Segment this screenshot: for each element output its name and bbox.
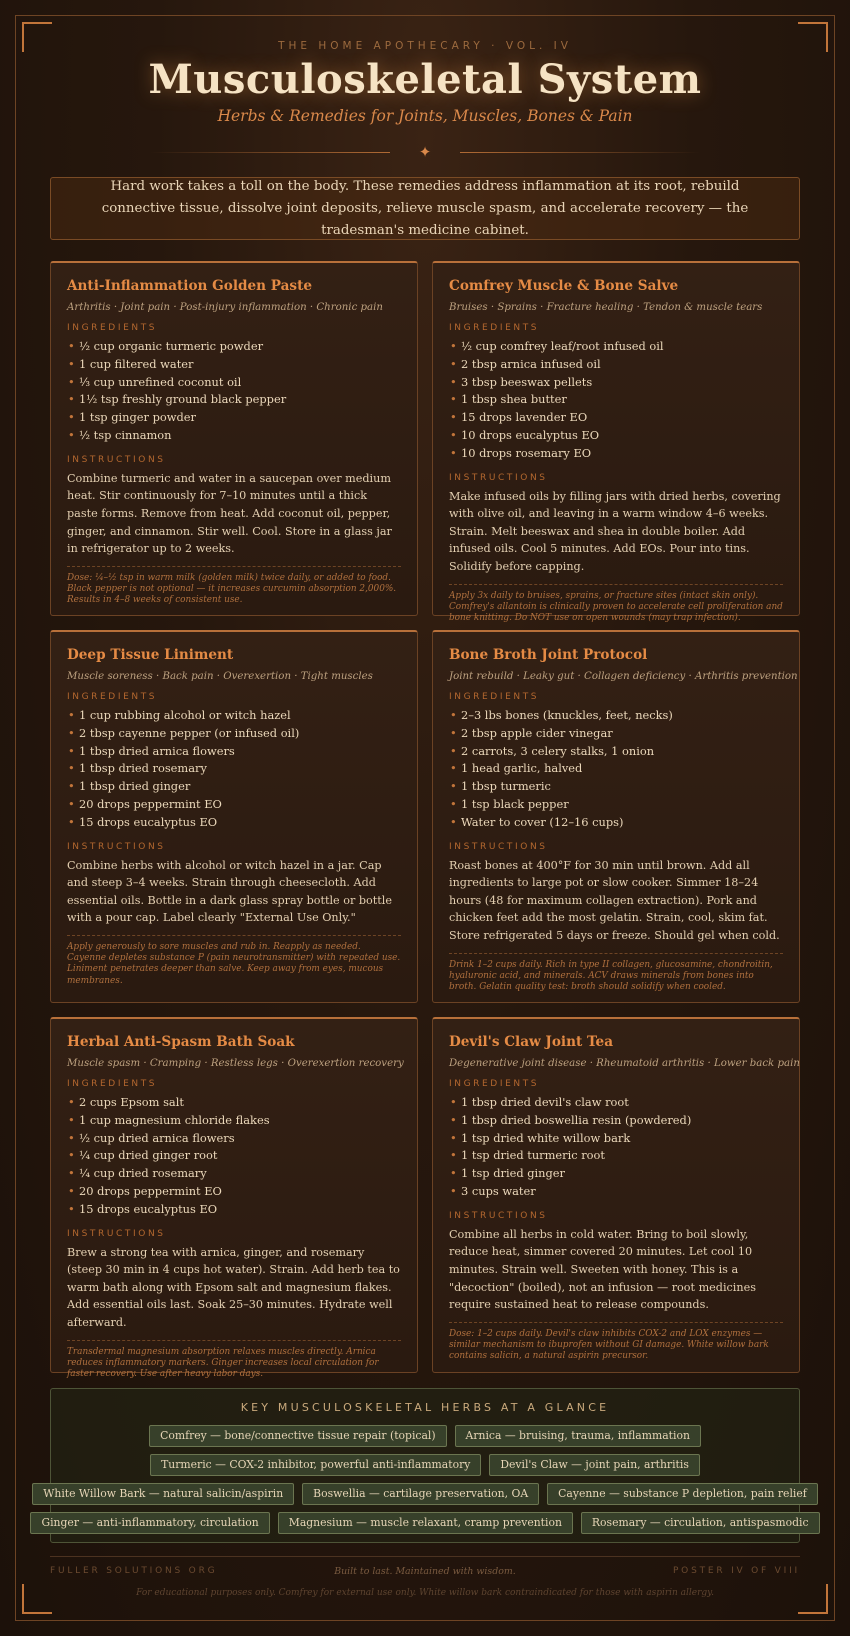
ingredient-item: • 1 tsp dried turmeric root xyxy=(449,1147,783,1165)
instructions-heading: INSTRUCTIONS xyxy=(449,1210,548,1221)
intro-panel xyxy=(50,177,800,240)
herb-chip: Magnesium — muscle relaxant, cramp prevention xyxy=(278,1512,573,1534)
remedy-card xyxy=(432,261,800,623)
ingredient-item: • 1 tsp dried white willow bark xyxy=(449,1130,783,1148)
herbs-panel-title: KEY MUSCULOSKELETAL HERBS AT A GLANCE xyxy=(240,1401,610,1414)
footer-motto: Built to last. Maintained with wisdom. xyxy=(334,1566,516,1577)
remedy-tags: Muscle soreness · Back pain · Overexertion · Tight muscles xyxy=(67,671,373,682)
ingredient-list xyxy=(449,707,783,832)
herb-chip: Ginger — anti-inflammatory, circulation xyxy=(30,1512,269,1534)
remedy-title: Comfrey Muscle & Bone Salve xyxy=(449,278,679,294)
herb-chip: Turmeric — COX-2 inhibitor, powerful anti-inflammatory xyxy=(150,1454,481,1476)
remedy-tags: Arthritis · Joint pain · Post-injury inflammation · Chronic pain xyxy=(67,302,383,313)
ingredient-item: • 15 drops eucalyptus EO xyxy=(67,814,401,832)
remedy-card xyxy=(432,1017,800,1373)
star-ornament-icon: ✦ xyxy=(418,143,432,161)
instructions-heading: INSTRUCTIONS xyxy=(67,841,166,852)
herb-chip-row xyxy=(43,1483,807,1505)
remedy-tags: Joint rebuild · Leaky gut · Collagen deficiency · Arthritis prevention xyxy=(449,671,798,682)
remedy-instructions: Combine all herbs in cold water. Bring to boil slowly, reduce heat, simmer covered 20 minutes. Let cool 10 minutes. Strain well. Sweeten with honey. This is a "decoction" (boiled), not an infusion — root medicines require sustained heat to release compounds. xyxy=(449,1227,756,1312)
remedy-instructions: Combine turmeric and water in a saucepan over medium heat. Stir continuously for 7–10 minutes until a thick paste forms. Remove from heat. Add coconut oil, pepper, ginger, and cinnamon. Stir well. Cool. Store in a glass jar in refrigerator up to 2 weeks. xyxy=(67,471,392,556)
herb-chip: Devil's Claw — joint pain, arthritis xyxy=(489,1454,700,1476)
ingredient-list xyxy=(449,338,783,463)
ingredient-item: • 15 drops eucalyptus EO xyxy=(67,1201,401,1219)
herb-chip-row xyxy=(41,1512,809,1534)
ingredients-heading: INGREDIENTS xyxy=(449,323,540,333)
herb-chip: Comfrey — bone/connective tissue repair (topical) xyxy=(149,1425,446,1447)
instructions-heading: INSTRUCTIONS xyxy=(449,472,548,483)
herb-chip: Cayenne — substance P depletion, pain relief xyxy=(547,1483,818,1505)
herb-chip-row xyxy=(51,1425,799,1447)
remedy-card xyxy=(50,630,418,1003)
ingredient-item: • 1 tsp dried ginger xyxy=(449,1165,783,1183)
ingredients-heading: INGREDIENTS xyxy=(449,1079,540,1089)
ingredient-item: • 1 cup rubbing alcohol or witch hazel xyxy=(67,707,401,725)
ingredient-item: • ½ tsp cinnamon xyxy=(67,427,401,445)
ingredient-item: • 15 drops lavender EO xyxy=(449,409,783,427)
ingredient-list xyxy=(67,707,401,832)
footer-disclaimer: For educational purposes only. Comfrey for external use only. White willow bark contraindicated for those with aspirin allergy. xyxy=(136,1588,714,1598)
ingredient-item: • ¼ cup dried rosemary xyxy=(67,1165,401,1183)
remedy-note: Dose: ¼–½ tsp in warm milk (golden milk) twice daily, or added to food. Black pepper is not optional — it increases curcumin absorption 2,000%. Results in 4–8 weeks of consistent use. xyxy=(67,566,401,607)
ingredient-item: • 1½ tsp freshly ground black pepper xyxy=(67,391,401,409)
instructions-heading: INSTRUCTIONS xyxy=(67,454,166,465)
ingredients-heading: INGREDIENTS xyxy=(67,692,158,702)
ingredients-heading: INGREDIENTS xyxy=(449,692,540,702)
herb-chip-row xyxy=(51,1454,799,1476)
remedy-note: Dose: 1–2 cups daily. Devil's claw inhibits COX-2 and LOX enzymes — similar mechanism to ibuprofen without GI damage. White willow bark contains salicin, a natural aspirin precursor. xyxy=(449,1322,783,1363)
remedy-tags: Muscle spasm · Cramping · Restless legs · Overexertion recovery xyxy=(67,1058,404,1069)
ingredient-list xyxy=(67,338,401,445)
remedy-note: Drink 1–2 cups daily. Rich in type II collagen, glucosamine, chondroitin, hyaluronic acid, and minerals. ACV draws minerals from bones into broth. Gelatin quality test: broth should solidify when cooled. xyxy=(449,953,783,994)
remedy-instructions: Brew a strong tea with arnica, ginger, and rosemary (steep 30 min in 4 cups hot water). Strain. Add herb tea to warm bath along with Epsom salt and magnesium flakes. Add essential oils last. Soak 25–30 minutes. Hydrate well afterward. xyxy=(67,1245,400,1329)
ingredient-item: • 1 tsp black pepper xyxy=(449,796,783,814)
remedy-card xyxy=(50,1017,418,1379)
ingredient-item: • 1 head garlic, halved xyxy=(449,760,783,778)
ingredient-item: • 10 drops eucalyptus EO xyxy=(449,427,783,445)
remedy-note: Apply generously to sore muscles and rub in. Reapply as needed. Cayenne depletes substance P (pain neurotransmitter) with repeated use. Liniment penetrates deeper than salve. Keep away from eyes, mucous membranes. xyxy=(67,935,401,987)
herb-chip: White Willow Bark — natural salicin/aspirin xyxy=(32,1483,294,1505)
instructions-heading: INSTRUCTIONS xyxy=(67,1228,166,1239)
ingredient-item: • 2–3 lbs bones (knuckles, feet, necks) xyxy=(449,707,783,725)
ingredient-item: • 2 cups Epsom salt xyxy=(67,1094,401,1112)
ingredient-item: • 1 tbsp dried rosemary xyxy=(67,760,401,778)
remedy-title: Devil's Claw Joint Tea xyxy=(449,1034,614,1050)
instructions-heading: INSTRUCTIONS xyxy=(449,841,548,852)
remedy-tags: Bruises · Sprains · Fracture healing · Tendon & muscle tears xyxy=(449,302,763,313)
footer-organization: FULLER SOLUTIONS ORG xyxy=(50,1566,218,1576)
herb-chip-rows xyxy=(41,1425,809,1534)
remedy-note: Transdermal magnesium absorption relaxes muscles directly. Arnica reduces inflammatory markers. Ginger increases local circulation for faster recovery. Use after heavy labor days. xyxy=(67,1340,401,1381)
ingredient-item: • 10 drops rosemary EO xyxy=(449,445,783,463)
remedy-instructions: Make infused oils by filling jars with dried herbs, covering with olive oil, and leaving in a warm window 4–6 weeks. Strain. Melt beeswax and shea in double boiler. Add infused oils. Cool 5 minutes. Add EOs. Pour into tins. Solidify before capping. xyxy=(449,489,781,573)
remedy-tags: Degenerative joint disease · Rheumatoid arthritis · Lower back pain xyxy=(449,1058,800,1069)
page-title: Musculoskeletal System xyxy=(148,56,702,103)
ingredient-item: • 2 tbsp cayenne pepper (or infused oil) xyxy=(67,725,401,743)
ingredients-heading: INGREDIENTS xyxy=(67,1079,158,1089)
ingredient-item: • 1 tsp ginger powder xyxy=(67,409,401,427)
ingredient-list xyxy=(449,1094,783,1201)
header-divider xyxy=(150,142,700,162)
remedy-title: Herbal Anti-Spasm Bath Soak xyxy=(67,1034,295,1050)
ingredient-item: • ½ cup dried arnica flowers xyxy=(67,1130,401,1148)
ingredient-item: • 3 tbsp beeswax pellets xyxy=(449,374,783,392)
divider-line-right xyxy=(460,152,700,153)
page-subtitle: Herbs & Remedies for Joints, Muscles, Bones & Pain xyxy=(217,107,633,125)
ingredients-heading: INGREDIENTS xyxy=(67,323,158,333)
remedy-card xyxy=(432,630,800,1003)
herb-chip: Arnica — bruising, trauma, inflammation xyxy=(455,1425,701,1447)
remedy-instructions: Roast bones at 400°F for 30 min until brown. Add all ingredients to large pot or slow cooker. Simmer 18–24 hours (48 for maximum collagen extraction). Pork and chicken feet add the most gelatin. Strain, cool, skim fat. Store refrigerated 5 days or freeze. Should gel when cold. xyxy=(449,858,780,942)
ingredient-list xyxy=(67,1094,401,1219)
ingredient-item: • ½ cup comfrey leaf/root infused oil xyxy=(449,338,783,356)
divider-line-left xyxy=(150,152,390,153)
footer-poster-number: POSTER IV OF VIII xyxy=(672,1566,800,1576)
ingredient-item: • 1 tbsp shea butter xyxy=(449,391,783,409)
ingredient-item: • 1 tbsp turmeric xyxy=(449,778,783,796)
ingredient-item: • 1 cup magnesium chloride flakes xyxy=(67,1112,401,1130)
remedy-card xyxy=(50,261,418,616)
herbs-at-a-glance-panel xyxy=(41,1388,809,1543)
footer-divider xyxy=(50,1556,800,1557)
ingredient-item: • 1 tbsp dried ginger xyxy=(67,778,401,796)
ingredient-item: • ⅓ cup unrefined coconut oil xyxy=(67,374,401,392)
ingredient-item: • 20 drops peppermint EO xyxy=(67,796,401,814)
remedy-title: Anti-Inflammation Golden Paste xyxy=(67,278,313,294)
ingredient-item: • ½ cup organic turmeric powder xyxy=(67,338,401,356)
ingredient-item: • 20 drops peppermint EO xyxy=(67,1183,401,1201)
ingredient-item: • 1 cup filtered water xyxy=(67,356,401,374)
herb-chip: Rosemary — circulation, antispasmodic xyxy=(581,1512,820,1534)
ingredient-item: • 1 tbsp dried devil's claw root xyxy=(449,1094,783,1112)
ingredient-item: • Water to cover (12–16 cups) xyxy=(449,814,783,832)
remedy-instructions: Combine herbs with alcohol or witch hazel in a jar. Cap and steep 3–4 weeks. Strain through cheesecloth. Add essential oils. Bottle in a dark glass spray bottle or bottle with a pour cap. Label clearly "External Use Only." xyxy=(67,858,392,925)
ingredient-item: • 2 carrots, 3 celery stalks, 1 onion xyxy=(449,743,783,761)
herb-chip: Boswellia — cartilage preservation, OA xyxy=(302,1483,539,1505)
ingredient-item: • 1 tbsp dried boswellia resin (powdered) xyxy=(449,1112,783,1130)
series-eyebrow: THE HOME APOTHECARY · VOL. IV xyxy=(278,40,572,52)
ingredient-item: • 2 tbsp apple cider vinegar xyxy=(449,725,783,743)
remedy-title: Bone Broth Joint Protocol xyxy=(449,647,648,663)
ingredient-item: • 1 tbsp dried arnica flowers xyxy=(67,743,401,761)
ingredient-item: • 3 cups water xyxy=(449,1183,783,1201)
ingredient-item: • ¼ cup dried ginger root xyxy=(67,1147,401,1165)
intro-text: Hard work takes a toll on the body. These remedies address inflammation at its root, rebuild connective tissue, dissolve joint deposits, relieve muscle spasm, and accelerate recovery — the tradesman's medicine cabinet. xyxy=(101,178,749,238)
remedy-title: Deep Tissue Liniment xyxy=(67,647,234,663)
ingredient-item: • 2 tbsp arnica infused oil xyxy=(449,356,783,374)
remedy-note: Apply 3x daily to bruises, sprains, or fracture sites (intact skin only). Comfrey's allantoin is clinically proven to accelerate cell proliferation and bone knitting. Do NOT use on open wounds (may trap infection). xyxy=(449,584,783,625)
